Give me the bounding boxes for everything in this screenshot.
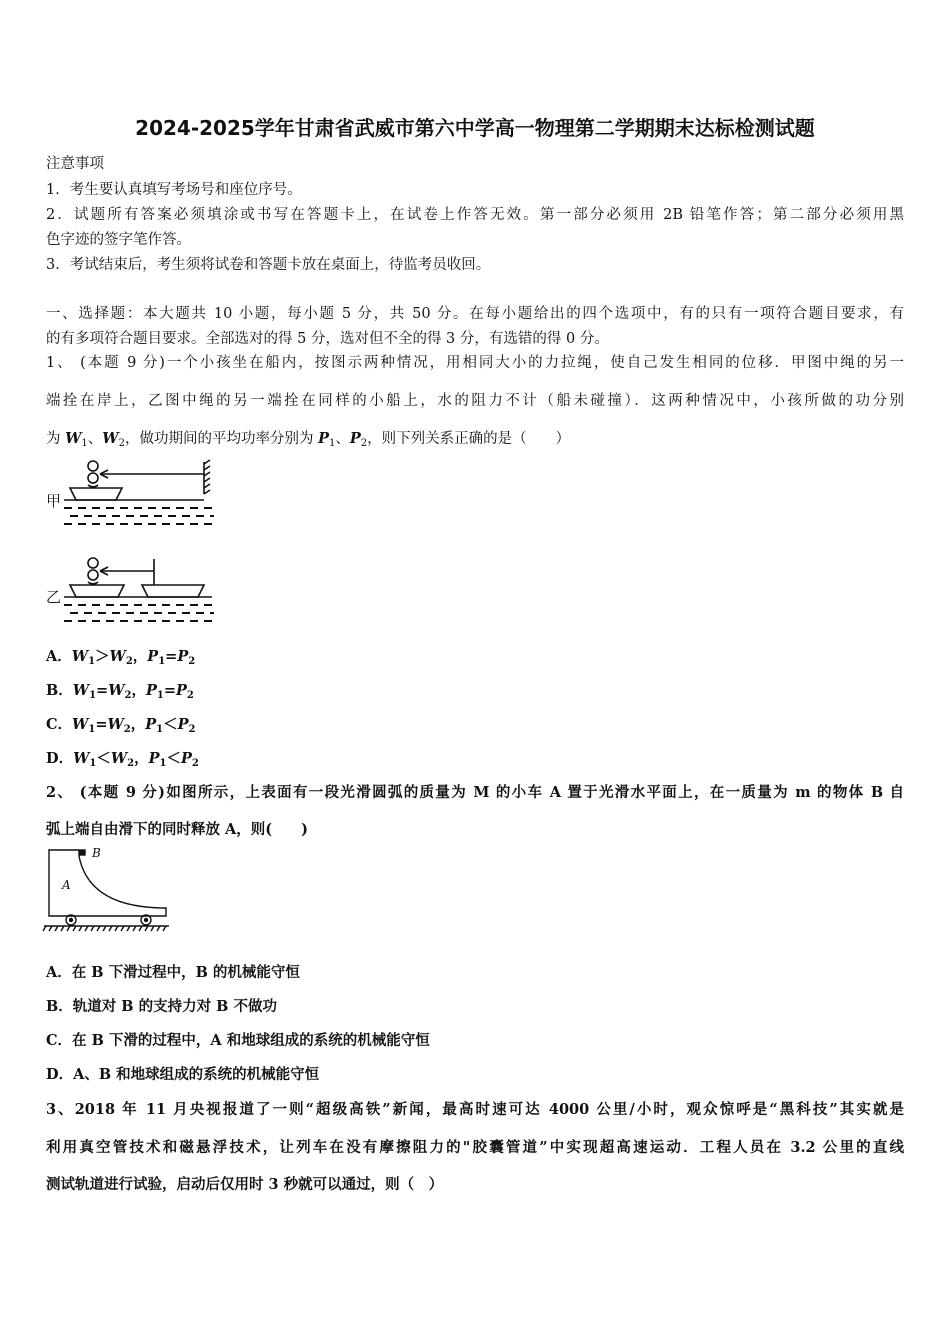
option-d[interactable]: D．$W_1<W_2$，$P_1<P_2$ xyxy=(46,750,199,769)
option-d[interactable]: D．A、B 和地球组成的系统的机械能守恒 xyxy=(46,1066,320,1083)
boat-figure-jia xyxy=(44,458,219,530)
option-b[interactable]: B．轨道对 B 的支持力对 B 不做功 xyxy=(46,998,277,1015)
boat-figure-yi xyxy=(44,555,219,627)
figure-label-yi: 乙 xyxy=(46,588,62,606)
notice-heading: 注意事项 xyxy=(46,156,104,172)
option-c[interactable]: C．在 B 下滑的过程中，A 和地球组成的系统的机械能守恒 xyxy=(46,1032,430,1049)
section-instructions: 的有多项符合题目要求。全部选对的得 5 分，选对但不全的得 3 分，有选错的得 0 分。 xyxy=(46,331,609,347)
option-c[interactable]: C．$W_1=W_2$，$P_1<P_2$ xyxy=(46,716,196,735)
page-title: 2024-2025学年甘肃省武威市第六中学高一物理第二学期期末达标检测试题 xyxy=(135,116,815,140)
notice-item: 2．试题所有答案必须填涂或书写在答题卡上，在试卷上作答无效。第一部分必须用 2B 铅笔作答；第二部分必须用黑 xyxy=(46,207,904,223)
question-3-text: 测试轨道进行试验，启动后仅用时 3 秒就可以通过，则（ ） xyxy=(46,1176,444,1193)
figure-label-jia: 甲 xyxy=(46,492,62,510)
question-1-text: 端拴在岸上，乙图中绳的另一端拴在同样的小船上，水的阻力不计（船未碰撞）．这两种情况中，小孩所做的功分别 xyxy=(46,393,904,409)
section-instructions: 一、选择题：本大题共 10 小题，每小题 5 分，共 50 分。在每小题给出的四个选项中，有的只有一项符合题目要求，有 xyxy=(46,306,904,322)
question-2-text: 弧上端自由滑下的同时释放 A，则( ) xyxy=(46,821,309,838)
question-3-text: 利用真空管技术和磁悬浮技术，让列车在没有摩擦阻力的"胶囊管道”中实现超高速运动．工程人员在 3.2 公里的直线 xyxy=(46,1139,904,1156)
figure-label-a: A xyxy=(62,878,71,892)
question-2-text: 2、 (本题 9 分)如图所示，上表面有一段光滑圆弧的质量为 M 的小车 A 置于光滑水平面上，在一质量为 m 的物体 B 自 xyxy=(46,784,904,801)
notice-item: 1．考生要认真填写考场号和座位序号。 xyxy=(46,182,302,198)
option-b[interactable]: B．$W_1=W_2$，$P_1=P_2$ xyxy=(46,682,194,701)
question-3-text: 3、2018 年 11 月央视报道了一则“超级高铁”新闻，最高时速可达 4000 公里/小时，观众惊呼是“黑科技”其实就是 xyxy=(46,1101,904,1118)
figure-label-b: B xyxy=(92,846,101,860)
notice-item: 色字迹的签字笔作答。 xyxy=(46,232,191,248)
option-a[interactable]: A．$W_1>W_2$，$P_1=P_2$ xyxy=(46,648,196,667)
question-1-text: 为 $W_1$、$W_2$，做功期间的平均功率分别为 $P_1$、$P_2$，则下列关系正确的是（ ） xyxy=(46,430,571,449)
notice-item: 3．考试结束后，考生须将试卷和答题卡放在桌面上，待监考员收回。 xyxy=(46,257,491,273)
option-a[interactable]: A．在 B 下滑过程中，B 的机械能守恒 xyxy=(46,964,300,981)
question-1-text: 1、 (本题 9 分)一个小孩坐在船内，按图示两种情况，用相同大小的力拉绳，使自己发生相同的位移．甲图中绳的另一 xyxy=(46,355,904,371)
